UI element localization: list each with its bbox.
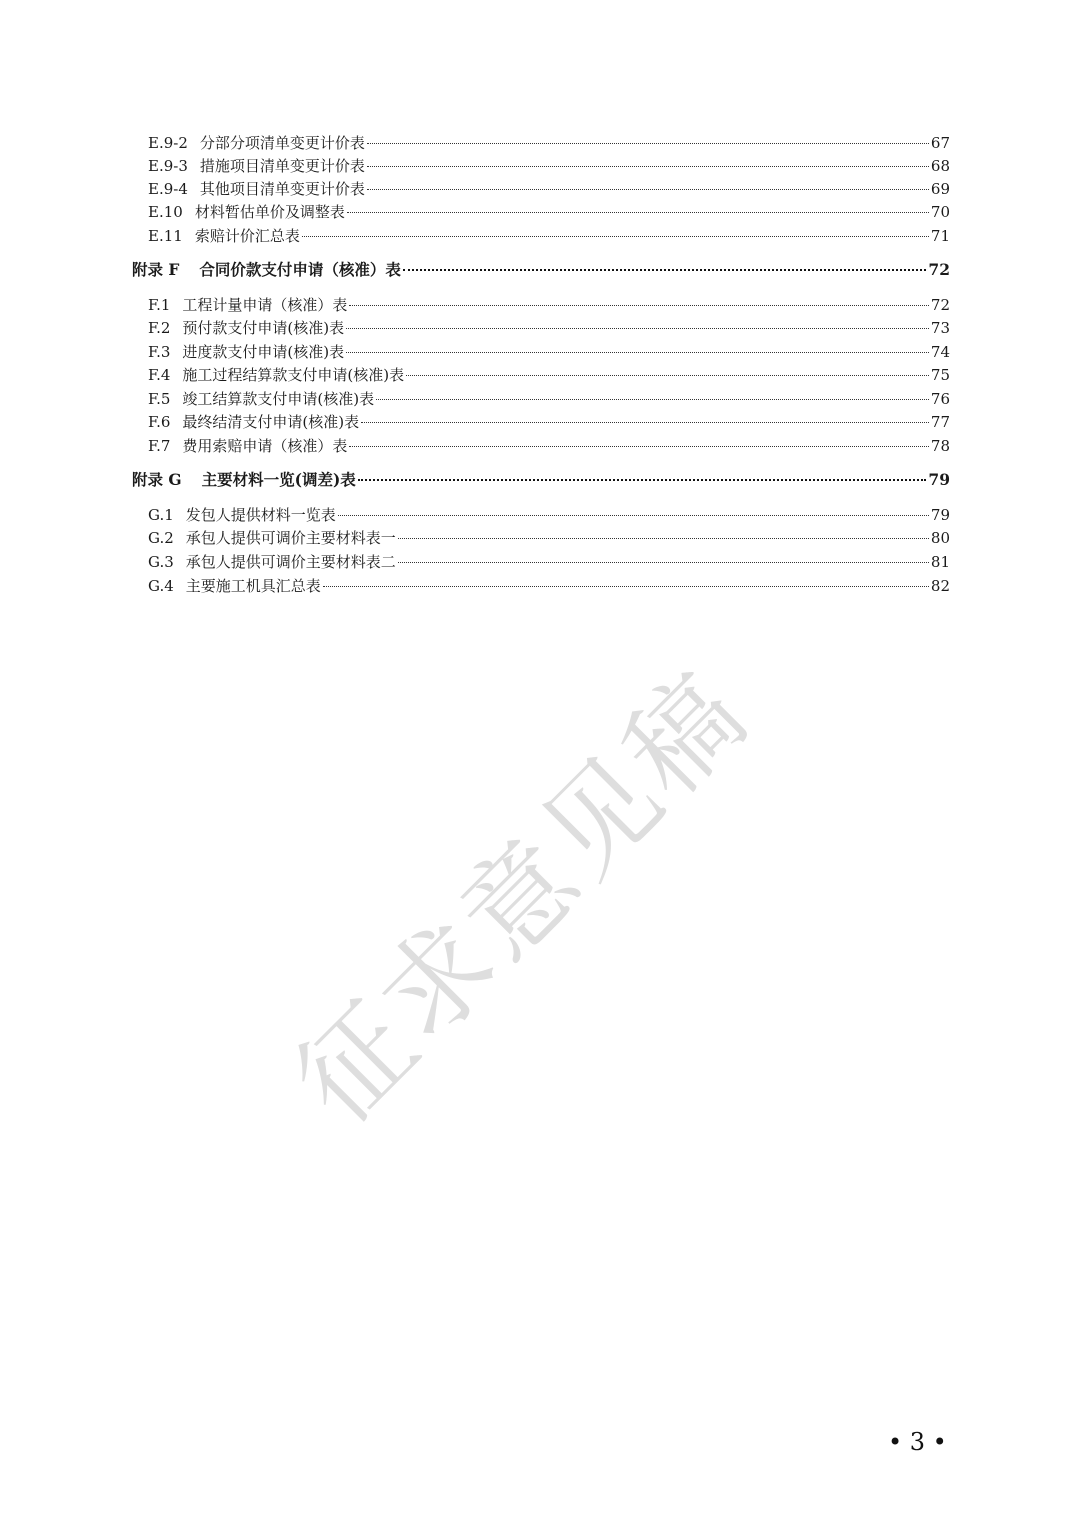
toc-page-number: 71: [930, 227, 950, 245]
toc-heading-appendix-g[interactable]: [132, 468, 950, 492]
toc-code: F.6: [148, 413, 171, 431]
toc-page-number: 81: [930, 553, 950, 571]
toc-title: 竣工结算款支付申请(核准)表: [182, 390, 375, 408]
toc-page-number: 69: [930, 180, 950, 198]
toc-title: 分部分项清单变更计价表: [199, 134, 365, 152]
toc-entry-f5[interactable]: [148, 388, 950, 411]
toc-title: 工程计量申请（核准）表: [182, 296, 348, 314]
toc-leader-dots: [398, 538, 929, 539]
toc-page-number: 72: [930, 296, 950, 314]
toc-leader-dots: [302, 236, 929, 237]
toc-leader-dots: [349, 446, 929, 447]
toc-page-number: 82: [930, 577, 950, 595]
toc-code: F.2: [148, 319, 171, 337]
page-number: • 3 •: [888, 1428, 947, 1456]
toc-entry-e11[interactable]: [148, 225, 950, 248]
toc-page-number: 78: [930, 437, 950, 455]
toc-code: G.2: [148, 529, 174, 547]
toc-title: 其他项目清单变更计价表: [199, 180, 365, 198]
toc-leader-dots: [367, 189, 929, 190]
toc-code: G.3: [148, 553, 174, 571]
toc-page-number: 74: [930, 343, 950, 361]
toc-page-number: 79: [928, 470, 950, 489]
toc-code: E.9-3: [148, 157, 188, 175]
toc-page-number: 70: [930, 203, 950, 221]
toc-leader-dots: [358, 479, 927, 481]
toc-entry-g2[interactable]: [148, 527, 950, 550]
toc-title: 最终结清支付申请(核准)表: [182, 413, 360, 431]
toc-entry-e9-3[interactable]: [148, 155, 950, 178]
toc-leader-dots: [347, 212, 929, 213]
toc-code: G.4: [148, 577, 174, 595]
toc-code: F.1: [148, 296, 171, 314]
toc-code: 附录 G: [132, 470, 182, 489]
toc-entry-f1[interactable]: [148, 294, 950, 317]
toc-title: 发包人提供材料一览表: [185, 506, 336, 524]
toc-entry-g4[interactable]: [148, 575, 950, 598]
toc-page-number: 76: [930, 390, 950, 408]
toc-page-number: 72: [928, 260, 950, 279]
toc-leader-dots: [367, 166, 929, 167]
toc-title: 预付款支付申请(核准)表: [182, 319, 345, 337]
toc-heading-appendix-f[interactable]: [132, 258, 950, 282]
toc-page-number: 67: [930, 134, 950, 152]
toc-entry-f6[interactable]: [148, 411, 950, 434]
toc-code: F.7: [148, 437, 171, 455]
toc-leader-dots: [376, 399, 929, 400]
toc-entry-e9-2[interactable]: [148, 132, 950, 155]
toc-leader-dots: [338, 515, 929, 516]
toc-leader-dots: [398, 562, 929, 563]
toc-code: E.9-2: [148, 134, 188, 152]
toc-page-number: 75: [930, 366, 950, 384]
toc-entry-e10[interactable]: [148, 201, 950, 224]
toc-title: 主要施工机具汇总表: [185, 577, 321, 595]
toc-title: 合同价款支付申请（核准）表: [199, 260, 401, 279]
toc-leader-dots: [403, 269, 927, 271]
toc-entry-f2[interactable]: [148, 317, 950, 340]
toc-title: 索赔计价汇总表: [194, 227, 300, 245]
toc-code: G.1: [148, 506, 174, 524]
toc-code: F.3: [148, 343, 171, 361]
toc-entry-f4[interactable]: [148, 364, 950, 387]
toc-title: 材料暂估单价及调整表: [194, 203, 345, 221]
toc-page-number: 79: [930, 506, 950, 524]
toc-leader-dots: [346, 328, 929, 329]
toc-leader-dots: [406, 375, 929, 376]
toc-leader-dots: [349, 305, 929, 306]
toc-code: E.9-4: [148, 180, 188, 198]
toc-entry-f7[interactable]: [148, 435, 950, 458]
toc-title: 进度款支付申请(核准)表: [182, 343, 345, 361]
toc-title: 承包人提供可调价主要材料表一: [185, 529, 396, 547]
toc-page-number: 77: [930, 413, 950, 431]
toc-leader-dots: [323, 586, 929, 587]
toc-page-number: 73: [930, 319, 950, 337]
toc-title: 费用索赔申请（核准）表: [182, 437, 348, 455]
toc-entry-f3[interactable]: [148, 341, 950, 364]
toc-code: F.5: [148, 390, 171, 408]
toc-code: E.10: [148, 203, 183, 221]
toc-page-number: 80: [930, 529, 950, 547]
toc-leader-dots: [346, 352, 929, 353]
toc-code: 附录 F: [132, 260, 180, 279]
toc-leader-dots: [367, 143, 929, 144]
toc-code: E.11: [148, 227, 183, 245]
toc-title: 主要材料一览(调差)表: [201, 470, 356, 489]
draft-watermark: 征求意见稿: [271, 646, 773, 1148]
toc-leader-dots: [361, 422, 929, 423]
toc-title: 承包人提供可调价主要材料表二: [185, 553, 396, 571]
toc-entry-g3[interactable]: [148, 551, 950, 574]
toc-code: F.4: [148, 366, 171, 384]
toc-entry-e9-4[interactable]: [148, 178, 950, 201]
toc-title: 施工过程结算款支付申请(核准)表: [182, 366, 405, 384]
toc-page-number: 68: [930, 157, 950, 175]
toc-title: 措施项目清单变更计价表: [199, 157, 365, 175]
toc-entry-g1[interactable]: [148, 504, 950, 527]
